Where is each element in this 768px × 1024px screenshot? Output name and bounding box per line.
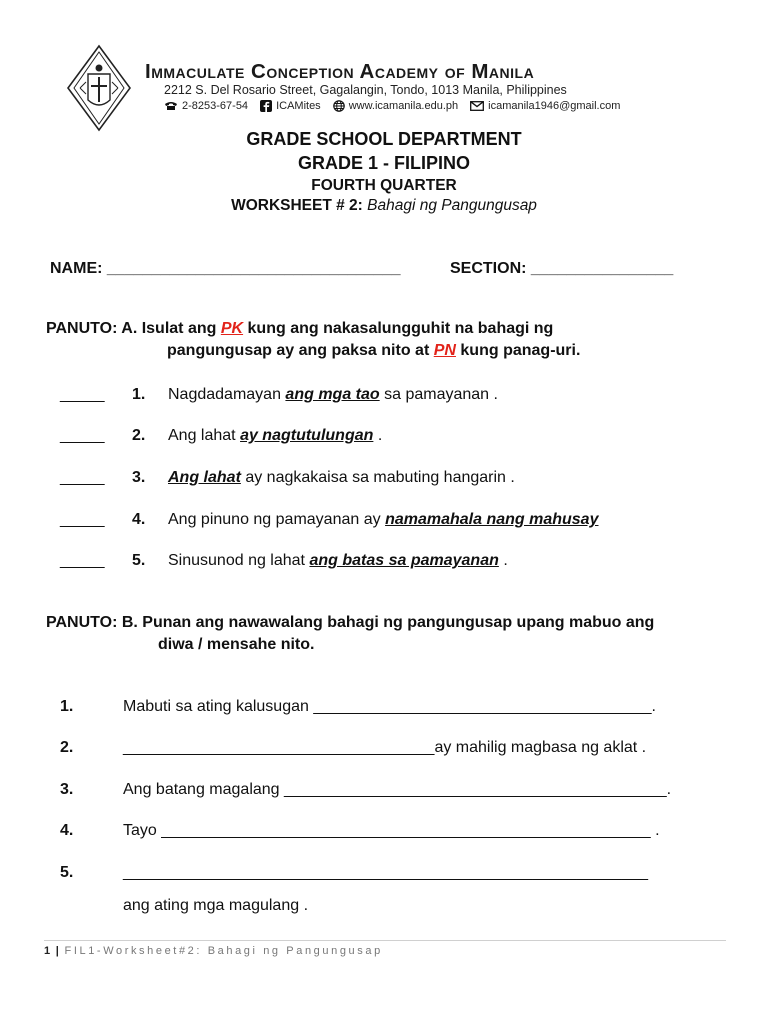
item-number: 3.: [132, 469, 146, 486]
answer-blank[interactable]: _____: [60, 469, 105, 486]
phone-contact: [164, 100, 248, 112]
item-pre: Sinusunod ng lahat: [168, 552, 310, 569]
facebook-icon: [260, 100, 272, 112]
item-number: 2.: [132, 427, 146, 444]
email-contact: [470, 100, 620, 112]
name-label: NAME:: [50, 260, 103, 277]
email-address: icamanila1946@gmail.com: [488, 100, 621, 112]
item-number: 4.: [132, 511, 146, 528]
worksheet-label: WORKSHEET # 2:: [231, 197, 363, 214]
mail-icon: [470, 101, 484, 111]
item-post: ay nagkakaisa sa mabuting hangarin .: [240, 469, 515, 486]
website-url: www.icamanila.edu.ph: [348, 100, 459, 112]
name-blank[interactable]: _________________________________: [106, 260, 401, 277]
part-a-item: [60, 469, 515, 487]
part-a-item: [60, 511, 598, 529]
page-footer: [44, 945, 383, 957]
item-underlined: ang mga tao: [285, 386, 380, 403]
department-title: GRADE SCHOOL DEPARTMENT: [246, 129, 522, 149]
part-b-instruction-line1: PANUTO: B. Punan ang nawawalang bahagi ng pangungusap upang mabuo ang: [46, 614, 655, 631]
item-post: .: [373, 427, 383, 444]
worksheet-topic: Bahagi ng Pangungusap: [367, 197, 537, 214]
grade-title: GRADE 1 - FILIPINO: [297, 153, 470, 173]
school-address: 2212 S. Del Rosario Street, Gagalangin, Tondo, 1013 Manila, Philippines: [164, 83, 567, 97]
part-a-end: kung panag-uri.: [460, 342, 581, 359]
item-pre: Ang pinuno ng pamayanan ay: [168, 511, 386, 528]
pn-label: PN: [433, 342, 456, 359]
part-b-item-number: 5.: [60, 864, 74, 881]
contact-row: [164, 100, 632, 112]
section-blank[interactable]: ________________: [530, 260, 674, 277]
section-field[interactable]: [450, 260, 673, 278]
answer-blank[interactable]: _____: [60, 511, 105, 528]
item-pre: Nagdadamayan: [168, 386, 286, 403]
part-a-instruction-line2: [167, 342, 580, 360]
part-b-instruction-line2: diwa / mensahe nito.: [158, 636, 315, 653]
phone-number: 2-8253-67-54: [182, 100, 249, 112]
item-number: 5.: [132, 552, 146, 569]
part-a-instruction-line1: [46, 320, 553, 338]
part-b-item-number: 2.: [60, 739, 74, 756]
item-underlined: ay nagtutulungan: [240, 427, 374, 444]
facebook-contact: [260, 100, 321, 112]
item-post: .: [498, 552, 508, 569]
answer-blank[interactable]: _____: [60, 386, 105, 403]
school-logo: [66, 44, 132, 132]
item-underlined: namamahala nang mahusay: [385, 511, 599, 528]
part-b-item-text[interactable]: ___________________________________________________________: [123, 864, 649, 881]
part-a-item: [60, 427, 382, 445]
section-label: SECTION:: [450, 260, 527, 277]
name-field[interactable]: [50, 260, 401, 278]
part-a-item: [60, 386, 498, 404]
quarter-title: FOURTH QUARTER: [311, 177, 457, 194]
globe-icon: [333, 100, 345, 112]
part-a-item: [60, 552, 508, 570]
footer-text: FIL1-Worksheet#2: Bahagi ng Pangungusap: [64, 945, 383, 957]
answer-blank[interactable]: _____: [60, 427, 105, 444]
footer-divider: [44, 940, 726, 941]
website-contact: [333, 100, 458, 112]
part-a-line2: pangungusap ay ang paksa nito at: [167, 342, 430, 359]
part-b-item-number: 1.: [60, 698, 74, 715]
part-b-item-text[interactable]: ___________________________________ay mahilig magbasa ng aklat .: [123, 739, 647, 756]
page-number: 1: [44, 945, 51, 957]
part-b-item-text[interactable]: Ang batang magalang ___________________________________________.: [123, 781, 672, 798]
facebook-handle: ICAMites: [276, 100, 321, 112]
part-b-item-text[interactable]: Mabuti sa ating kalusugan ______________________________________.: [123, 698, 656, 715]
part-b-item-text[interactable]: Tayo _______________________________________________________ .: [123, 822, 660, 839]
item-number: 1.: [132, 386, 146, 403]
part-b-item-number: 4.: [60, 822, 74, 839]
item-pre: Ang lahat: [168, 427, 241, 444]
item-underlined: ang batas sa pamayanan: [309, 552, 499, 569]
item-underlined: Ang lahat: [168, 469, 241, 486]
worksheet-title: [0, 197, 768, 215]
part-b-item-number: 3.: [60, 781, 74, 798]
item-post: sa pamayanan .: [379, 386, 498, 403]
part-a-prefix: PANUTO: A. Isulat ang: [46, 320, 217, 337]
pk-label: PK: [220, 320, 244, 337]
footer-separator: |: [55, 945, 59, 957]
answer-blank[interactable]: _____: [60, 552, 105, 569]
phone-icon: [164, 101, 178, 111]
school-name: Immaculate Conception Academy of Manila: [145, 60, 535, 83]
part-b-item5-continuation: ang ating mga magulang .: [123, 897, 309, 914]
part-a-mid: kung ang nakasalungguhit na bahagi ng: [247, 320, 554, 337]
